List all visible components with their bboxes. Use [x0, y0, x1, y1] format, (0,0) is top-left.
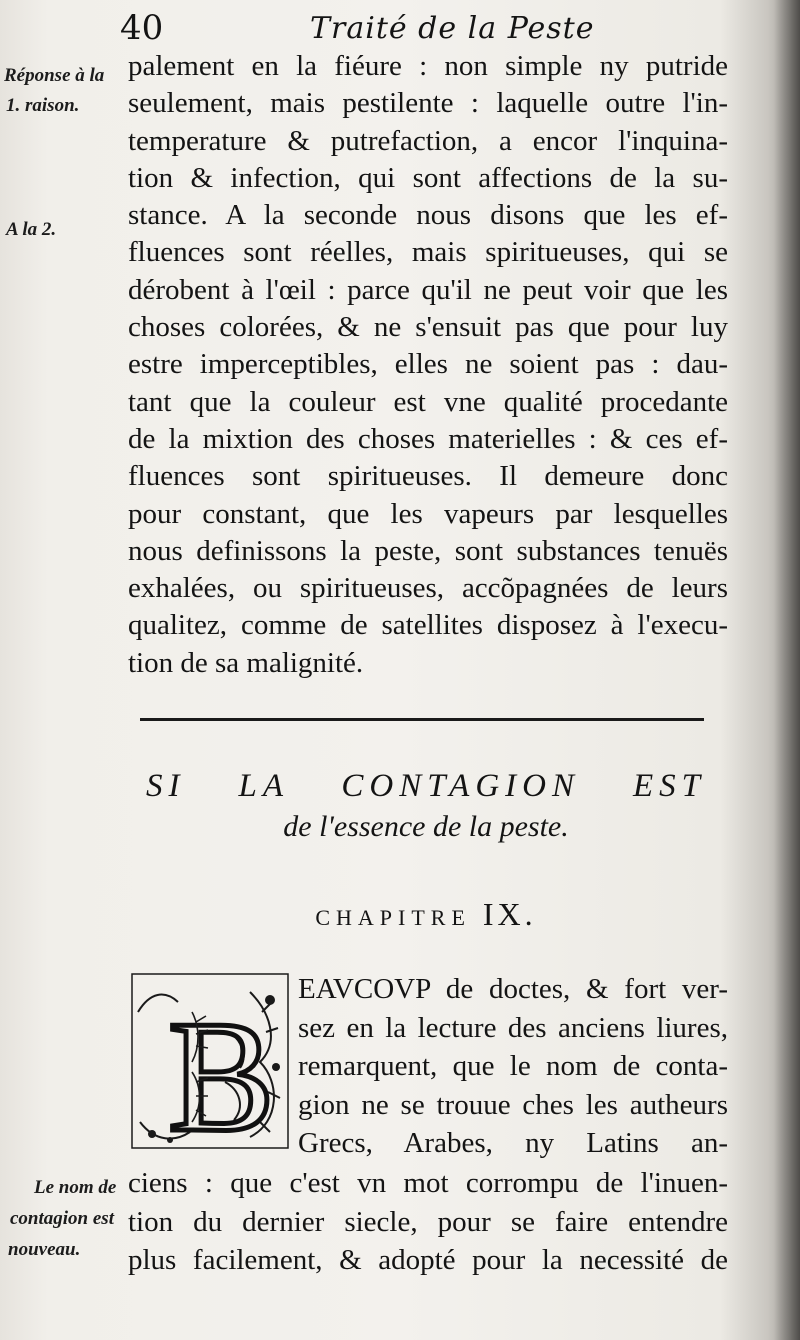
- margin-note-reponse: Réponse à la: [4, 65, 105, 86]
- chapter-subtitle: de l'essence de la peste.: [283, 810, 569, 843]
- text-line: Grecs, Arabes, ny Latins an-: [298, 1127, 728, 1160]
- text-line: dérobent à l'œil : parce qu'il ne peut voir que les: [128, 273, 728, 306]
- running-title: Traité de la Peste: [310, 11, 595, 46]
- margin-note-nouveau: nouveau.: [8, 1239, 81, 1260]
- ornament-initial-icon: [130, 972, 290, 1150]
- text-line: fluences sont réelles, mais spiritueuses, qui se: [128, 236, 728, 269]
- chapter-heading: [146, 896, 706, 933]
- text-line: tant que la couleur est vne qualité procedante: [128, 385, 728, 418]
- text-line: choses colorées, & ne s'ensuit pas que pour luy: [128, 311, 728, 344]
- text-line: remarquent, que le nom de conta-: [298, 1050, 728, 1083]
- text-line: gion ne se trouue ches les autheurs: [298, 1088, 728, 1121]
- text-line: stance. A la seconde nous disons que les ef-: [128, 199, 728, 232]
- text-line: tion & infection, qui sont affections de la su-: [128, 161, 728, 194]
- text-line: seulement, mais pestilente : laquelle outre l'in-: [128, 87, 728, 120]
- page-header: [120, 8, 740, 48]
- paragraph-continued: [128, 48, 728, 682]
- text-line: plus facilement, & adopté pour la necessité de: [128, 1244, 728, 1277]
- text-line: EAVCOVP de doctes, & fort ver-: [298, 973, 728, 1005]
- text-line: nous definissons la peste, sont substances tenuës: [128, 534, 728, 567]
- text-line: pour constant, que les vapeurs par lesquelles: [128, 497, 728, 530]
- chapter-title: SI LA CONTAGION EST: [146, 768, 706, 804]
- text-line-last: tion de sa malignité.: [128, 646, 364, 679]
- text-line: ciens : que c'est vn mot corrompu de l'inuen-: [128, 1167, 728, 1199]
- paragraph-continued-full: [128, 1164, 728, 1280]
- text-line: tion du dernier siecle, pour se faire entendre: [128, 1205, 728, 1238]
- chapter-numeral: IX.: [482, 896, 537, 932]
- chapter-word: CHAPITRE: [315, 905, 471, 930]
- text-line: temperature & putrefaction, a encor l'inquina-: [128, 124, 728, 157]
- margin-note-a-la-2: A la 2.: [6, 219, 57, 240]
- section-rule: [140, 718, 704, 721]
- text-line: qualitez, comme de satellites disposez à l'execu-: [128, 609, 728, 642]
- dropcap-letter: B: [168, 987, 275, 1150]
- decorated-initial: [130, 972, 290, 1150]
- text-line: de la mixtion des choses materielles : & ces ef-: [128, 422, 728, 455]
- text-line: sez en la lecture des anciens liures,: [298, 1011, 728, 1044]
- margin-note-raison: 1. raison.: [6, 95, 80, 116]
- text-line: palement en la fiéure : non simple ny putride: [128, 50, 728, 82]
- text-line: estre imperceptibles, elles ne soient pas : dau-: [128, 348, 728, 381]
- margin-note-nom: Le nom de: [34, 1177, 117, 1198]
- text-line: fluences sont spiritueuses. Il demeure donc: [128, 460, 728, 493]
- page-number: 40: [120, 8, 164, 48]
- paragraph-opening: [298, 970, 728, 1163]
- margin-note-contagion: contagion est: [10, 1208, 114, 1229]
- page-gutter-shadow: [774, 0, 800, 1340]
- text-line: exhalées, ou spiritueuses, accõpagnées de leurs: [128, 572, 728, 605]
